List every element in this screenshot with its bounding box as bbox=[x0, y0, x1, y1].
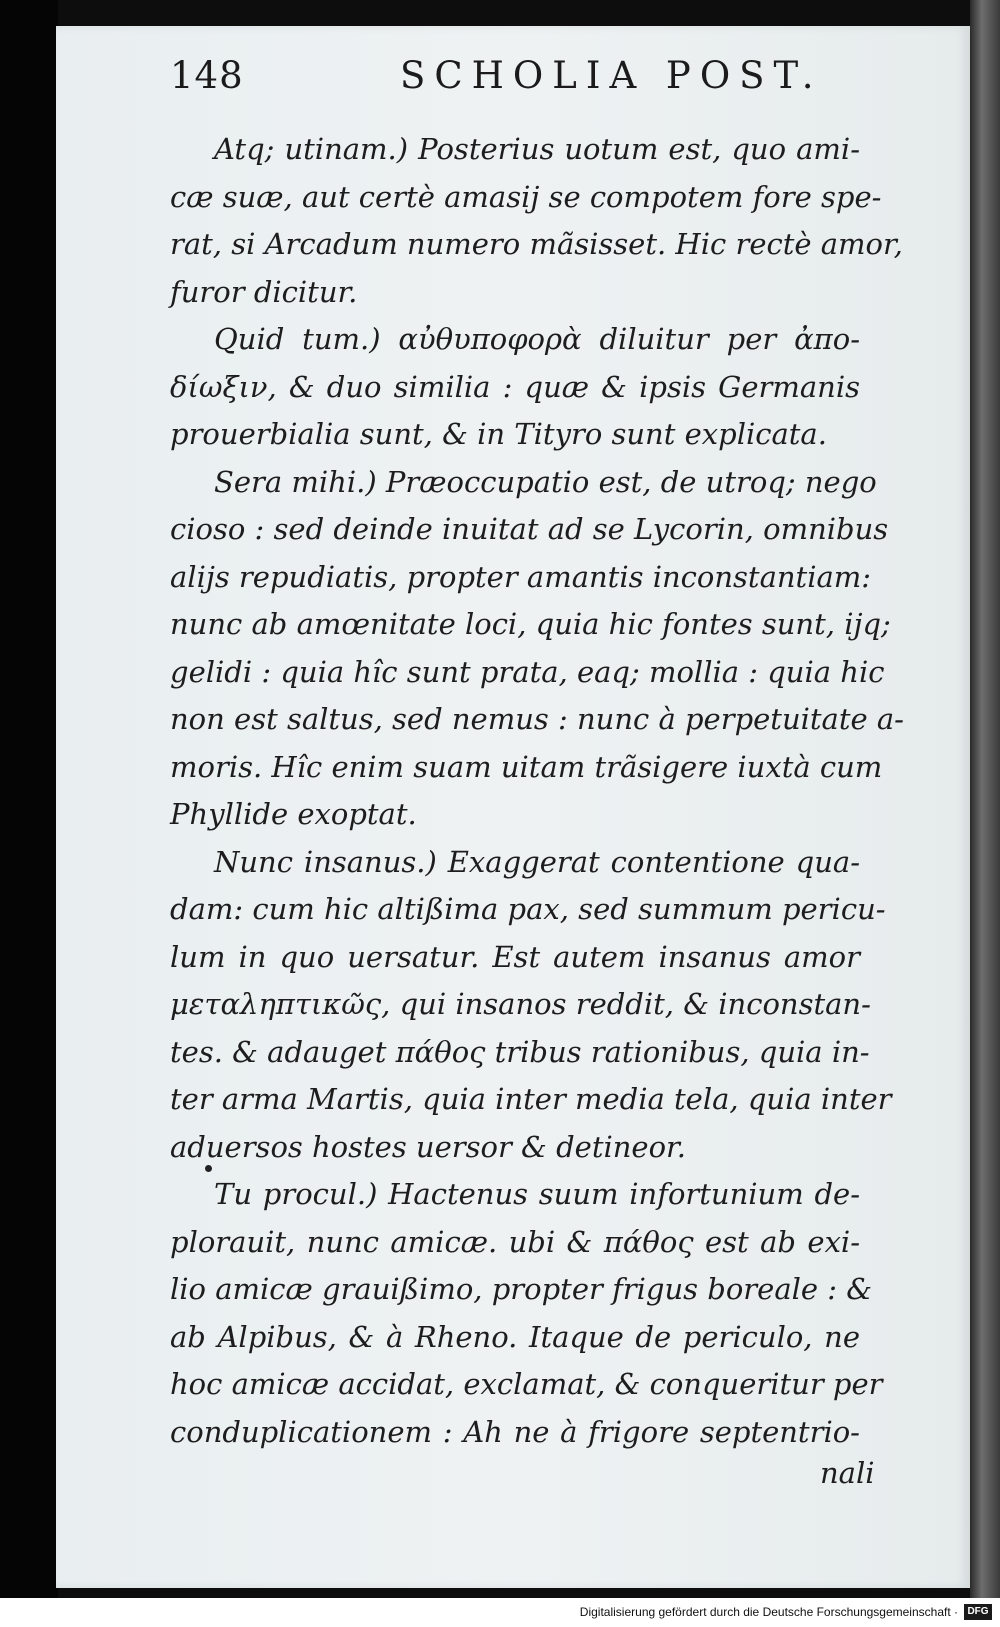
text-line: furor dicitur. bbox=[170, 274, 358, 309]
text-line: aduersos hostes uersor & detineor. bbox=[170, 1129, 686, 1164]
margin-mark bbox=[205, 1165, 212, 1172]
text-line: lum in quo uersatur. Est autem insanus amor bbox=[170, 939, 860, 974]
text-line: μεταληπτικῶς, qui insanos reddit, & inconstan- bbox=[170, 987, 871, 1021]
text-line: rat, si Arcadum numero mãsisset. Hic rectè amor, bbox=[170, 227, 903, 261]
text-line: δίωξιν, & duo similia : quæ & ipsis Germanis bbox=[170, 369, 860, 404]
running-title: SCHOLIA POST. bbox=[400, 54, 823, 97]
text-line: ab Alpibus, & à Rheno. Itaque de periculo, ne bbox=[170, 1319, 860, 1354]
text-line: Phyllide exoptat. bbox=[170, 797, 417, 831]
text-line: conduplicationem : Ah ne à frigore septentrio- bbox=[170, 1414, 860, 1449]
text-line: moris. Hîc enim suam uitam trãsigere iuxtà cum bbox=[170, 749, 883, 784]
text-line: Quid tum.) αὐθυποφορὰ diluitur per ἀπο- bbox=[214, 322, 860, 356]
text-line: cioso : sed deinde inuitat ad se Lycorin, omnibus bbox=[170, 512, 889, 546]
text-line: Nunc insanus.) Exaggerat contentione qua- bbox=[214, 844, 860, 879]
text-line: lio amicæ grauißimo, propter frigus boreale : & bbox=[170, 1272, 873, 1306]
text-line: nunc ab amœnitate loci, quia hic fontes sunt, ijq; bbox=[170, 607, 891, 641]
digitization-footer bbox=[0, 1598, 1000, 1627]
text-line: cæ suæ, aut certè amasij se compotem fore spe- bbox=[170, 179, 882, 214]
text-line: alijs repudiatis, propter amantis inconstantiam: bbox=[170, 559, 872, 594]
text-line: hoc amicæ accidat, exclamat, & conqueritur per bbox=[170, 1367, 883, 1401]
page-number: 148 bbox=[170, 54, 244, 97]
text-line: Sera mihi.) Præoccupatio est, de utroq; nego bbox=[214, 464, 877, 499]
text-line: tes. & adauget πάθος tribus rationibus, quia in- bbox=[170, 1034, 870, 1069]
text-line: Tu procul.) Hactenus suum infortunium de- bbox=[214, 1177, 860, 1211]
running-head bbox=[170, 54, 830, 114]
body-text bbox=[170, 126, 904, 1456]
scan-right-edge bbox=[970, 0, 1000, 1600]
text-line: Atq; utinam.) Posterius uotum est, quo ami- bbox=[214, 132, 860, 166]
text-line: dam: cum hic altißima pax, sed summum pericu- bbox=[170, 892, 886, 926]
catchword: nali bbox=[820, 1456, 875, 1490]
text-line: non est saltus, sed nemus : nunc à perpetuitate a- bbox=[170, 702, 904, 736]
text-line: ter arma Martis, quia inter media tela, quia inter bbox=[170, 1082, 892, 1116]
text-line: prouerbialia sunt, & in Tityro sunt explicata. bbox=[170, 417, 827, 451]
scan-left-edge bbox=[0, 0, 58, 1627]
text-line: plorauit, nunc amicæ. ubi & πάθος est ab exi- bbox=[170, 1224, 860, 1259]
dfg-logo: DFG bbox=[964, 1604, 992, 1620]
footer-credit: Digitalisierung gefördert durch die Deutsche Forschungsgemeinschaft · bbox=[579, 1605, 958, 1619]
text-line: gelidi : quia hîc sunt prata, eaq; mollia : quia hic bbox=[170, 654, 885, 689]
